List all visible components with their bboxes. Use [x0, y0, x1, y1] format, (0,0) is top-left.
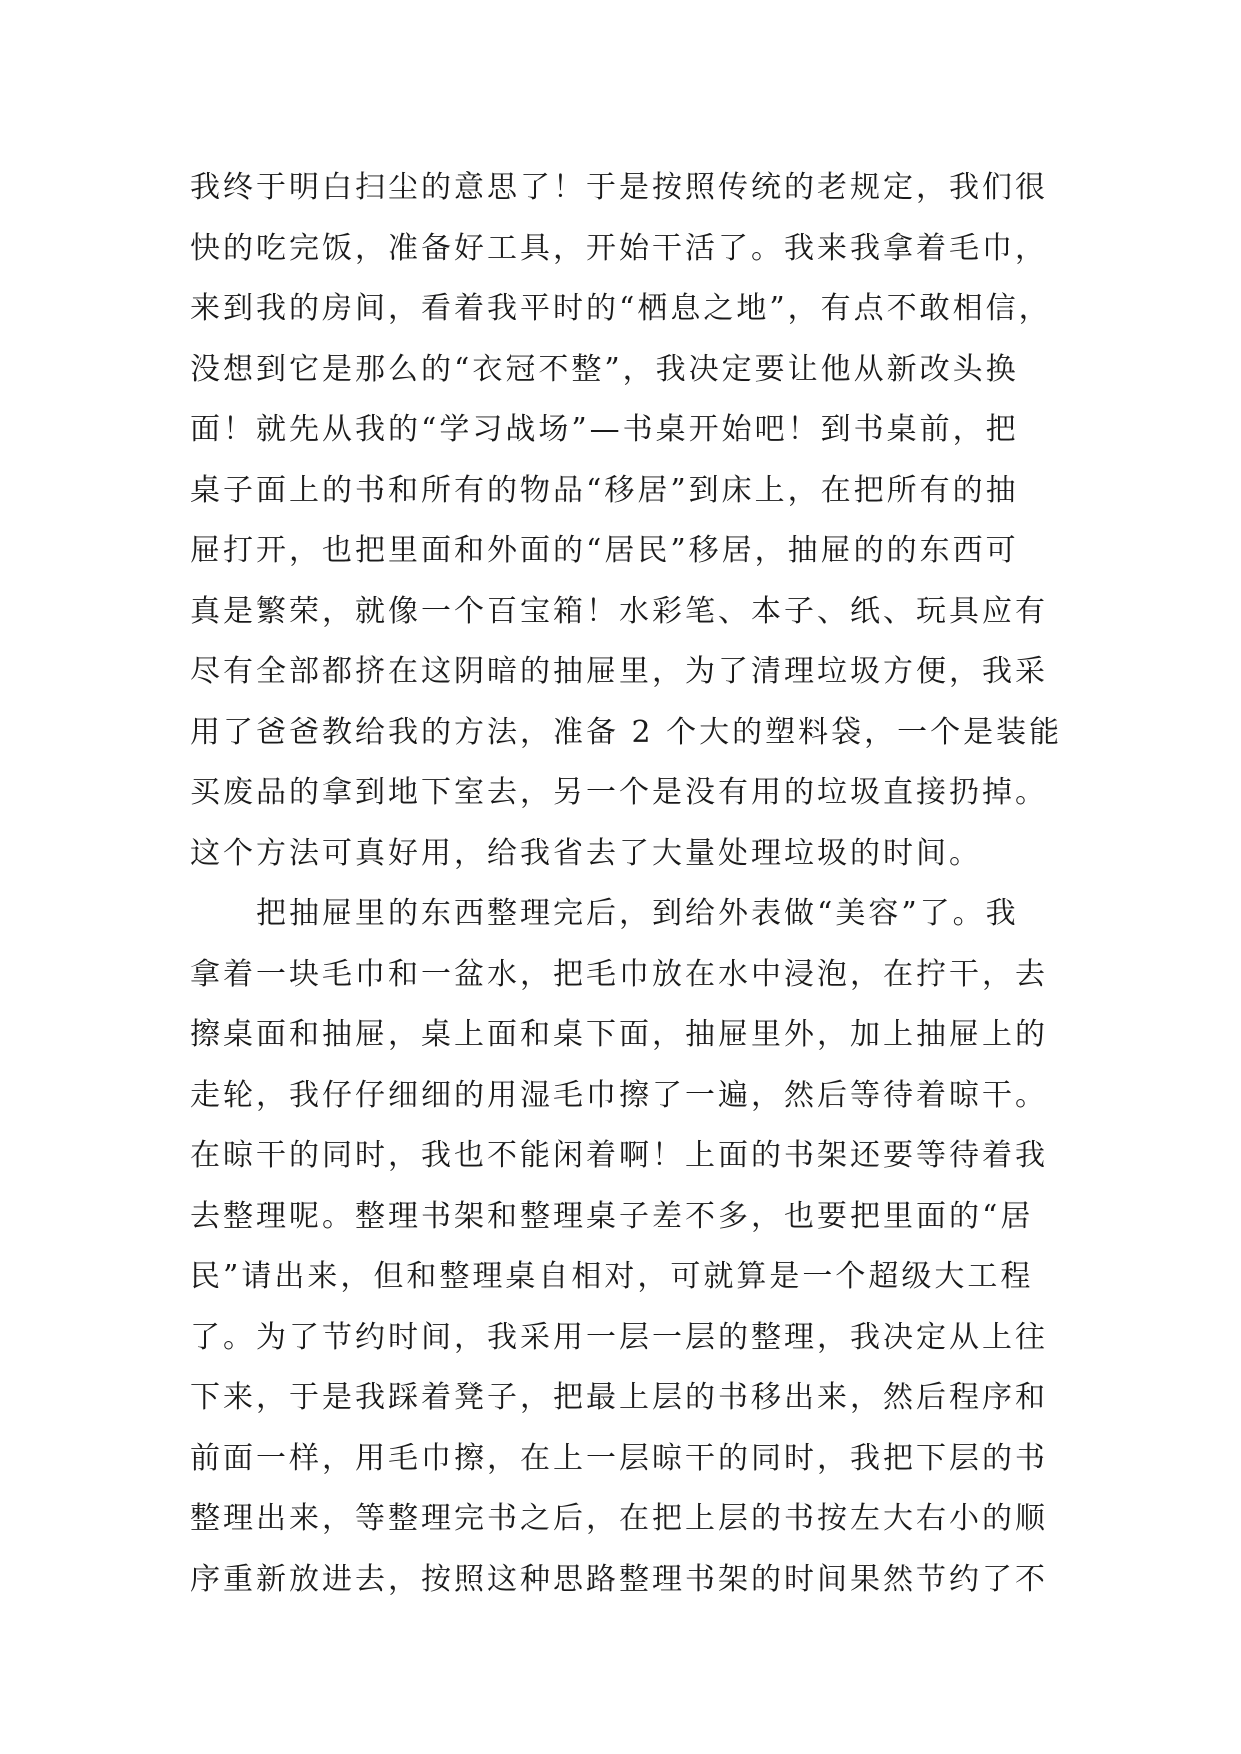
text-line: 前面一样，用毛巾擦，在上一层晾干的同时，我把下层的书: [190, 1440, 1048, 1476]
text-line: 去整理呢。整理书架和整理桌子差不多，也要把里面的“居: [190, 1198, 1034, 1234]
body-text: [190, 158, 1090, 1610]
text-line: 这个方法可真好用，给我省去了大量处理垃圾的时间。: [190, 835, 982, 871]
text-line: 下来，于是我踩着凳子，把最上层的书移出来，然后程序和: [190, 1380, 1048, 1415]
text-line: 我终于明白扫尘的意思了！于是按照传统的老规定，我们很: [190, 170, 1048, 205]
text-line: 快的吃完饭，准备好工具，开始干活了。我来我拿着毛巾，: [190, 230, 1048, 266]
text-line: 了。为了节约时间，我采用一层一层的整理，我决定从上往: [190, 1319, 1048, 1355]
text-line: 走轮，我仔仔细细的用湿毛巾擦了一遍，然后等待着晾干。: [190, 1077, 1048, 1113]
text-line: 尽有全部都挤在这阴暗的抽屉里，为了清理垃圾方便，我采: [190, 654, 1048, 689]
text-line: 序重新放进去，按照这种思路整理书架的时间果然节约了不: [190, 1561, 1048, 1597]
text-line: 在晾干的同时，我也不能闲着啊！上面的书架还要等待着我: [190, 1138, 1048, 1173]
text-line: 擦桌面和抽屉，桌上面和桌下面，抽屉里外，加上抽屉上的: [190, 1017, 1048, 1052]
text-line: 屉打开，也把里面和外面的“居民”移居，抽屉的的东西可: [190, 533, 1019, 568]
text-line: 买废品的拿到地下室去，另一个是没有用的垃圾直接扔掉。: [190, 775, 1048, 810]
paragraph-start-line: 把抽屉里的东西整理完后，到给外表做“美容”了。我: [190, 896, 1019, 931]
text-line: 面！就先从我的“学习战场”—书桌开始吧！到书桌前，把: [190, 412, 1019, 447]
text-line: 桌子面上的书和所有的物品“移居”到床上，在把所有的抽: [190, 472, 1019, 508]
text-line: 没想到它是那么的“衣冠不整”，我决定要让他从新改头换: [190, 351, 1019, 387]
text-line: 真是繁荣，就像一个百宝箱！水彩笔、本子、纸、玩具应有: [190, 593, 1048, 629]
text-line: 整理出来，等整理完书之后，在把上层的书按左大右小的顺: [190, 1501, 1048, 1536]
text-line: 用了爸爸教给我的方法，准备 2 个大的塑料袋，一个是装能: [190, 714, 1063, 750]
text-line: 民”请出来，但和整理桌自相对，可就算是一个超级大工程: [190, 1259, 1034, 1294]
text-line: 拿着一块毛巾和一盆水，把毛巾放在水中浸泡，在拧干，去: [190, 956, 1048, 992]
text-line: 来到我的房间，看着我平时的“栖息之地”，有点不敢相信，: [190, 291, 1052, 326]
